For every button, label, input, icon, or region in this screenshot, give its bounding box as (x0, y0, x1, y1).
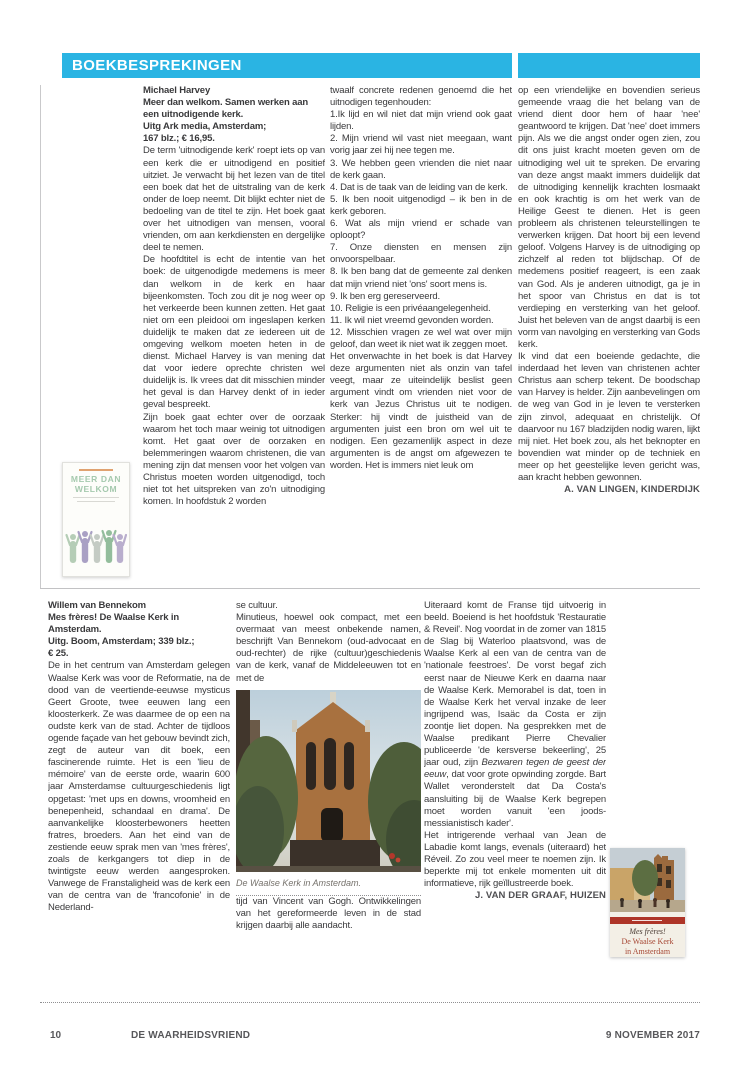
review1-publisher: Uitg Ark media, Amsterdam; (143, 121, 267, 133)
cover2-author-band (610, 917, 685, 924)
review2-paragraph: Het intrigerende verhaal van Jean de Labadie komt langs, evenals (uiteraard) het Réveil. Zo zou veel meer te noemen zijn. Ik beperkte mij tot enkele momenten uit dit informatieve, rijk geïllustreerde boek. (424, 829, 606, 890)
cover1-subtitle-microtext (73, 497, 119, 499)
footer-date: 9 NOVEMBER 2017 (605, 1030, 700, 1041)
review1-reason: 9. Ik ben erg gereserveerd. (330, 290, 441, 302)
review1-column1 (143, 85, 325, 585)
review1-reason: 5. Ik ben nooit uitgenodigd – ik ben in de kerk geboren. (330, 193, 512, 217)
review1-reason: 4. Dat is de taak van de leiding van de kerk. (330, 181, 508, 193)
cover2-author-microtext (632, 920, 662, 921)
review1-paragraph: De hoofdtitel is echt de intentie van het boek: de uitgenodigde medemens is meer dan welkom in de kerk en haar bijeenkomsten. Toch zou dit je nog weer op het verkeerde been kunnen zetten. Het gaat niet om een pleidooi om ingeslapen kerken duidelijk te maken dat ze iedereen uit de omgeving welkom moeten heten in de dienst. Michael Harvey is van mening dat dat voor iedere oprechte christen wel duidelijk is. Ik vrees dat dit misschien minder het geval is dan Harvey denkt of in ieder geval bespreekt. (143, 254, 325, 411)
review1-pages-price: 167 blz.; € 16,95. (143, 133, 215, 145)
review1-paragraph: Ik vind dat een boeiende gedachte, die inderdaad het leven van christenen achter Christus aan scherp tekent. De boodschap van Harvey is helder. Zijn aanbevelingen om de weg van God in je leven te versterken zijn zinvol, adequaat en christelijk. Of daarvoor nu 167 bladzijden nodig waren, lijkt mij niet. Het boek zou, als het beknopter en bovendien wat minder op de techniek en meer op het geestelijke leven gericht was, aan kracht hebben gewonnen. (518, 351, 700, 483)
review1-reason: 3. We hebben geen vrienden die niet naar de kerk gaan. (330, 157, 512, 181)
review2-book-title: Mes frères! De Waalse Kerk in Amsterdam. (48, 612, 179, 636)
review2-paragraph: De in het centrum van Amsterdam gelegen Waalse Kerk was voor de Reformatie, na de dood van de veertiende-eeuwse mysticus Geert Groote, twee eeuwen lang een kloosterkerk. Ze was daarmee de op een na oudste kerk van de stad. Achter de tijdloos ogende façade van het gebouw bevindt zich, zegt de auteur van dit boek, een fascinerende ruimte. Het is een 'lieu de mémoire' van de eerste orde, waarin 600 jaar Amsterdamse cultuurgeschiedenis ligt opgetast: 'met ups en downs, vroomheid en benepenheid, schandaal en drama'. De aanvankelijke kloosterbewoners heetten fratres, broeders. Aan het eind van de zestiende eeuw sprak men van 'mes frères', zoals de kerkgangers tot diep in de twintigste eeuw werden aangesproken. Vanwege de Franstaligheid was de kerk een van de centra van de 'francofonie' in de Nederland- (48, 660, 230, 914)
review2-book-cited-title: Bezwaren tegen de geest der eeuw (424, 757, 606, 781)
review1-reason: 7. Onze diensten en mensen zijn onvoorspelbaar. (330, 242, 512, 266)
review2-column2 (236, 600, 421, 1000)
review2-paragraph: Minutieus, hoewel ook compact, met een overmaat van meest onbekende namen, beschrijft Van Bennekom (oud-advocaat en oud-rechter) de rijke (cultuur)geschiedenis van de kerk, vanaf de Middeleeuwen tot en met de (236, 612, 421, 684)
cover2-title-italic: Mes frères! (629, 927, 666, 936)
review1-author: Michael Harvey (143, 85, 211, 96)
cover2-painting (610, 848, 685, 912)
review1-paragraph: Het onverwachte in het boek is dat Harvey deze argumenten niet als onzin van tafel veegt, maar ze uiteindelijk beslist geen argument vindt om vrienden niet voor de kerk van Jezus Christus uit te nodigen. Sterker: hij vindt de juistheid van de argumenten juist een bron om wel uit te nodigen. Een gezamenlijk aspect in deze argumenten is de angst om afgewezen te worden. Het is immers niet leuk om (330, 351, 512, 471)
footer-page-number: 10 (50, 1030, 62, 1041)
review1-column3 (518, 85, 700, 585)
review1-reason: 6. Wat als mijn vriend er schade van oploopt? (330, 218, 512, 242)
section-divider-rule (40, 588, 700, 589)
section-title: BOEKBESPREKINGEN (72, 57, 242, 74)
cover1-title: MEER DAN WELKOM (70, 474, 122, 494)
waalse-kerk-photo (236, 690, 421, 872)
review1-reason: 1.Ik lijd en wil niet dat mijn vriend ook gaat lijden. (330, 109, 512, 133)
review1-reason: 11. Ik wil niet vreemd gevonden worden. (330, 314, 494, 326)
review2-publisher: Uitg. Boom, Amsterdam; 339 blz.; (48, 636, 195, 648)
review2-paragraph: se cultuur. (236, 600, 278, 611)
cover1-figures-illustration (65, 523, 127, 573)
cover1-author-microtext (79, 469, 113, 471)
review2-column3 (424, 600, 606, 1000)
review2-paragraph: tijd van Vincent van Gogh. Ontwikkelingen van het gereformeerde leven in de stad krijgen daarbij alle aandacht. (236, 895, 421, 931)
left-margin-rule (40, 85, 41, 588)
footer-divider (40, 1002, 700, 1003)
review1-column2 (330, 85, 512, 585)
review2-author: Willem van Bennekom (48, 600, 146, 611)
footer-magazine-name: DE WAARHEIDSVRIEND (131, 1030, 251, 1041)
book-cover-meer-dan-welkom (62, 462, 130, 577)
review2-paragraph (424, 600, 606, 830)
review1-reason: 2. Mijn vriend wil vast niet meegaan, want vorig jaar zei hij nee tegen me. (330, 133, 512, 157)
review1-reasons-intro: twaalf concrete redenen genoemd die het uitnodigen tegenhouden: (330, 85, 512, 109)
book-cover-mes-freres (610, 848, 685, 957)
review1-book-title: Meer dan welkom. Samen werken aan een uitnodigende kerk. (143, 97, 309, 121)
review2-byline: J. VAN DER GRAAF, HUIZEN (474, 890, 606, 902)
cover2-title-line2: in Amsterdam (624, 946, 671, 956)
header-band-right (518, 53, 700, 78)
review1-reason: 10. Religie is een privéaangelegenheid. (330, 302, 491, 314)
review2-text-pre: Uiteraard komt de Franse tijd uitvoerig in beeld. Boeiend is het hoofdstuk 'Restauratie & Reveil'. Nog voordat in de zomer van 1815 de Slag bij Waterloo plaatsvond, was de Waalse Kerk al een van de centra van de 'nationale feestroes'. De vorst begaf zich eerst naar de Nieuwe Kerk en daarna naar de Waalse Kerk. Memorabel is dat, toen in de Waalse Kerk het verval inzake de leer ingrijpend was, Isaäc da Costa er zijn zoontje liet dopen. Na gesprekken met de Waalse predikant Pierre Chevalier publiceerde 'de kersverse bekeerling', 25 jaar oud, zijn (424, 600, 606, 769)
cover2-title-line1: De Waalse Kerk (621, 937, 674, 946)
photo-caption: De Waalse Kerk in Amsterdam. (236, 877, 362, 888)
review1-paragraph: op een vriendelijke en bovendien serieus gemeende vraag die het belang van de vriend dient door hem of haar 'nee' geantwoord te krijgen. Dat 'nee' doet immers pijn. Als we die angst onder ogen zien, zou dit ons juist kracht moeten geven om de uitnodiging wel uit te spreken. De ervaring van deze angst maakt immers duidelijk dat de uitnodiging kennelijk krachten losmaakt en ook krachtig is om het werk van de Heilige Geest te dienen. Het is geen probleem als christenen teleurstellingen te verwerken krijgen. Dat hoort bij een levend geloof. Volgens Harvey is de uitnodiging op zichzelf al reden tot blijdschap. Of de medemens positief reageert, is een zaak van God. Als je anderen uitnodigt, ga je in het spoor van Christus en dat is tot verdieping en versterking van het geloof. Juist het beleven van de angst daarbij is een vorm van navolging en versterking van Gods kerk. (518, 85, 700, 350)
review1-paragraph: Zijn boek gaat echter over de oorzaak waarom het toch maar weinig tot uitnodigen komt. Het gaat over de oorzaken en belemmeringen waarom christenen, die van mening zijn dat mensen voor het volgen van Christus moeten worden uitgenodigd, toch niet tot het uitspreken van zo'n uitnodiging komen. In hoofdstuk 2 worden (143, 411, 325, 508)
review1-paragraph: De term 'uitnodigende kerk' roept iets op van een kerk die er uitnodigend en positief uitziet. Je verwacht bij het lezen van de titel een boek dat het de uitstraling van de kerk onder de loep neemt. Dit blijkt echter niet de bedoeling van de titel te zijn. Het boek gaat over het uitnodigen van mensen, vooral vrienden, om aan kerkdiensten en dergelijke deel te nemen. (143, 145, 325, 254)
review2-column1 (48, 600, 230, 1000)
cover1-subtitle-microtext (77, 501, 115, 503)
review1-reason: 8. Ik ben bang dat de gemeente zal denken dat mijn vriend niet 'ons' soort mens is. (330, 266, 512, 290)
review1-reason: 12. Misschien vragen ze wel wat over mijn geloof, dan weet ik niet wat ik zeggen moet. (330, 326, 512, 350)
review2-text-post: , dat voor grote opwinding zorgde. Bart Wallet veronderstelt dat Da Costa's aansluiting bij de Waalse Kerk begrepen moet worden vanuit 'een joods-messianistisch kader'. (424, 769, 606, 829)
review1-byline: A. VAN LINGEN, KINDERDIJK (564, 484, 700, 496)
review2-pages-price: € 25. (48, 648, 69, 660)
